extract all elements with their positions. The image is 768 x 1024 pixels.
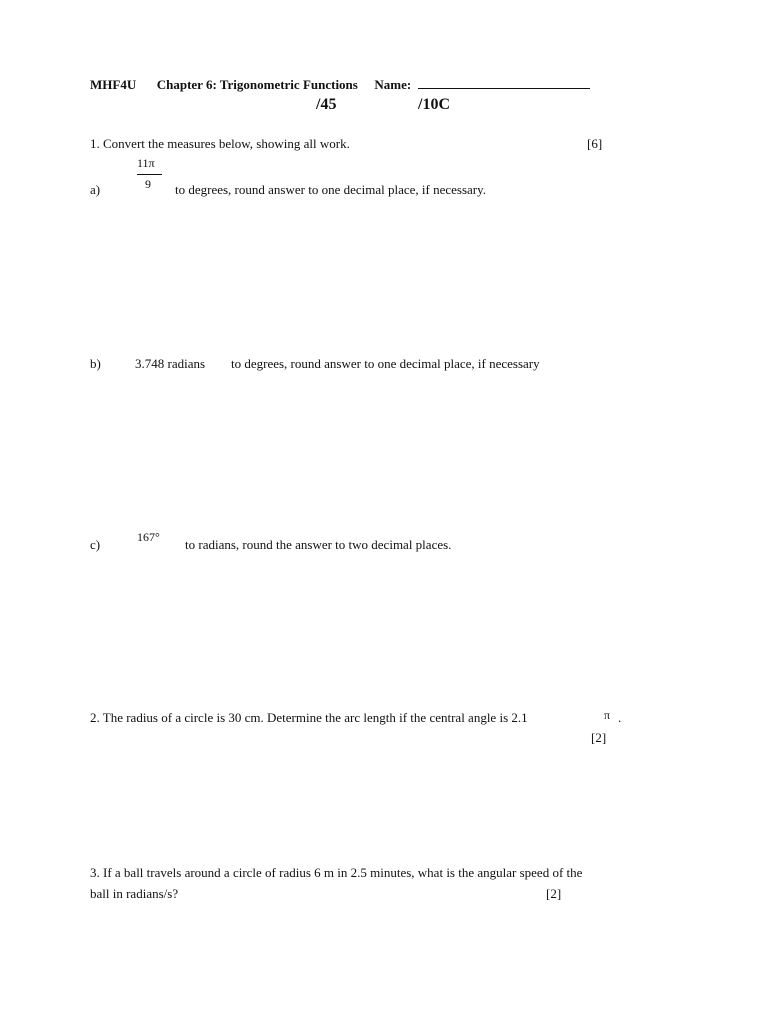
fraction-bar xyxy=(137,174,162,175)
question-1c-value: 167° xyxy=(137,530,160,544)
name-blank-line[interactable] xyxy=(418,77,590,89)
question-1-stem: 1. Convert the measures below, showing all work. xyxy=(90,136,350,151)
question-1c-instruction: to radians, round the answer to two decimal places. xyxy=(185,537,452,552)
question-1c-letter: c) xyxy=(90,537,101,552)
question-2-marks: [2] xyxy=(591,730,607,745)
score-communication: /10C xyxy=(418,96,450,113)
name-label: Name: xyxy=(374,77,412,92)
question-1b-value: 3.748 radians xyxy=(135,356,206,371)
pi-symbol: π xyxy=(604,708,611,722)
question-1a-letter: a) xyxy=(90,182,101,197)
question-3-line-2: ball in radians/s? xyxy=(90,886,179,901)
course-code: MHF4U xyxy=(90,77,137,92)
test-header xyxy=(90,77,590,93)
question-1a-instruction: to degrees, round answer to one decimal place, if necessary. xyxy=(175,182,487,197)
question-2-stem: 2. The radius of a circle is 30 cm. Determine the arc length if the central angle is 2.1 xyxy=(90,710,528,725)
question-2-period: . xyxy=(618,710,622,725)
question-1-marks: [6] xyxy=(587,136,603,151)
question-3-line-1: 3. If a ball travels around a circle of radius 6 m in 2.5 minutes, what is the angular speed of the xyxy=(90,865,583,880)
question-1b-instruction: to degrees, round answer to one decimal place, if necessary xyxy=(231,356,540,371)
question-1b-letter: b) xyxy=(90,356,101,371)
fraction-denominator: 9 xyxy=(145,177,151,191)
fraction-numerator: 11π xyxy=(137,156,155,170)
question-3-marks: [2] xyxy=(546,886,562,901)
chapter-title: Chapter 6: Trigonometric Functions xyxy=(156,77,358,92)
score-total: /45 xyxy=(316,96,337,113)
